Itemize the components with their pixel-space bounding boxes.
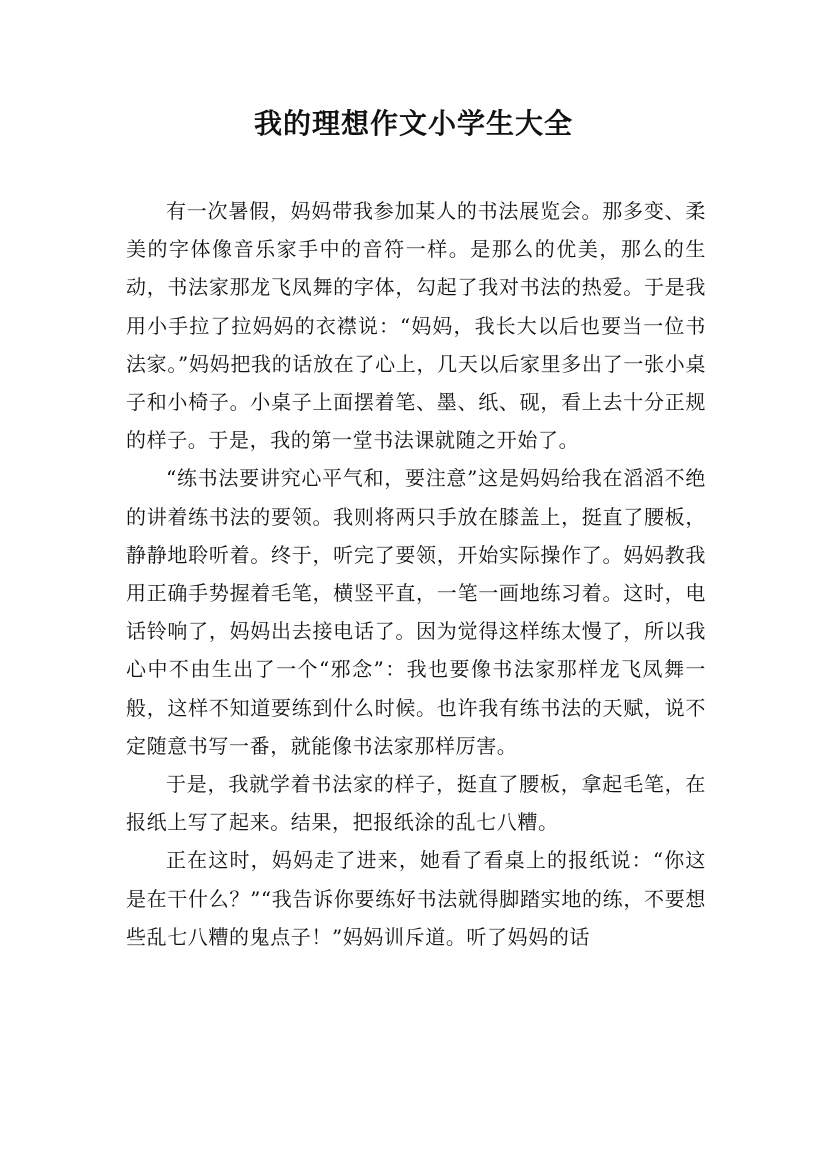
paragraph-4: 正在这时，妈妈走了进来，她看了看桌上的报纸说：“你这是在干什么？”“我告诉你要练好书法就得脚踏实地的练，不要想些乱七八糟的鬼点子！”妈妈训斥道。听了妈妈的话: [126, 848, 706, 949]
document-title: 我的理想作文小学生大全: [253, 107, 573, 140]
paragraph-2: “练书法要讲究心平气和，要注意”这是妈妈给我在滔滔不绝的讲着练书法的要领。我则将两只手放在膝盖上，挺直了腰板，静静地聆听着。终于，听完了要领，开始实际操作了。妈妈教我用正确手势握着毛笔，横竖平直，一笔一画地练习着。这时，电话铃响了，妈妈出去接电话了。因为觉得这样练太慢了，所以我心中不由生出了一个“邪念”：我也要像书法家那样龙飞凤舞一般，这样不知道要练到什么时候。也许我有练书法的天赋，说不定随意书写一番，就能像书法家那样厉害。: [126, 466, 706, 758]
paragraph-1: 有一次暑假，妈妈带我参加某人的书法展览会。那多变、柔美的字体像音乐家手中的音符一样。是那么的优美，那么的生动，书法家那龙飞凤舞的字体，勾起了我对书法的热爱。于是我用小手拉了拉妈妈的衣襟说：“妈妈，我长大以后也要当一位书法家。”妈妈把我的话放在了心上，几天以后家里多出了一张小桌子和小椅子。小桌子上面摆着笔、墨、纸、砚，看上去十分正规的样子。于是，我的第一堂书法课就随之开始了。: [126, 199, 706, 453]
document-body: [126, 192, 706, 956]
paragraph-3: 于是，我就学着书法家的样子，挺直了腰板，拿起毛笔，在报纸上写了起来。结果，把报纸涂的乱七八糟。: [126, 772, 706, 835]
